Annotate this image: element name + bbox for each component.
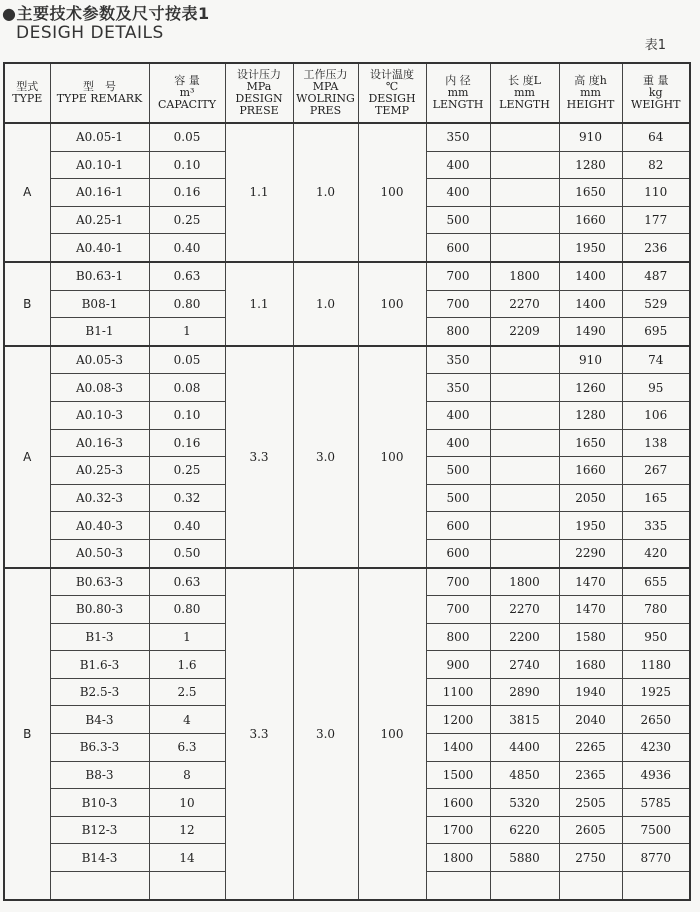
model-cell: A0.40-1 [50, 234, 149, 262]
model-cell: B1-1 [50, 318, 149, 346]
length-cell: 1800 [490, 568, 559, 596]
header-capacity-line: m³ [179, 86, 195, 99]
capacity-cell: 0.10 [149, 401, 225, 429]
header-design-temp [358, 63, 426, 123]
header-design-pressure-line: PRESE [239, 104, 279, 117]
capacity-cell: 4 [149, 706, 225, 734]
capacity-cell: 0.05 [149, 346, 225, 374]
capacity-cell: 0.16 [149, 179, 225, 207]
model-cell: A0.25-1 [50, 206, 149, 234]
weight-cell: 1925 [622, 678, 690, 706]
height-cell: 2290 [559, 539, 622, 567]
header-type-line: TYPE [12, 92, 43, 105]
header-working-pressure [293, 63, 358, 123]
weight-cell: 950 [622, 623, 690, 651]
length-cell [490, 429, 559, 457]
design-temp-cell: 100 [358, 346, 426, 568]
header-working-pressure-line: MPA [312, 80, 339, 93]
capacity-cell: 10 [149, 789, 225, 817]
height-cell [559, 872, 622, 900]
length-cell [490, 401, 559, 429]
weight-cell: 64 [622, 123, 690, 151]
inner-diameter-cell: 600 [426, 234, 490, 262]
inner-diameter-cell: 1400 [426, 734, 490, 762]
height-cell: 1280 [559, 401, 622, 429]
length-cell: 2740 [490, 651, 559, 679]
length-cell [490, 234, 559, 262]
inner-diameter-cell: 400 [426, 401, 490, 429]
inner-diameter-cell: 1800 [426, 844, 490, 872]
weight-cell: 4936 [622, 761, 690, 789]
header-capacity-line: 容 量 [174, 74, 200, 87]
model-cell: B08-1 [50, 290, 149, 318]
model-cell: A0.16-1 [50, 179, 149, 207]
model-cell: B14-3 [50, 844, 149, 872]
capacity-cell: 0.05 [149, 123, 225, 151]
weight-cell: 529 [622, 290, 690, 318]
height-cell: 1490 [559, 318, 622, 346]
inner-diameter-cell: 500 [426, 484, 490, 512]
header-design-temp-line: DESIGH [368, 92, 416, 105]
inner-diameter-cell: 600 [426, 539, 490, 567]
type-cell: B [4, 262, 50, 346]
length-cell [490, 151, 559, 179]
weight-cell: 106 [622, 401, 690, 429]
header-height-line: HEIGHT [566, 98, 615, 111]
length-cell [490, 484, 559, 512]
design-temp-cell: 100 [358, 568, 426, 900]
inner-diameter-cell: 700 [426, 568, 490, 596]
design-pressure-cell: 3.3 [225, 568, 293, 900]
header-height-line: mm [580, 86, 601, 99]
header-design-pressure-line: DESIGN [235, 92, 283, 105]
table-number-label: 表1 [644, 38, 666, 53]
weight-cell: 5785 [622, 789, 690, 817]
length-cell: 6220 [490, 816, 559, 844]
model-cell: B10-3 [50, 789, 149, 817]
length-cell: 5320 [490, 789, 559, 817]
capacity-cell: 0.63 [149, 262, 225, 290]
model-cell: B1-3 [50, 623, 149, 651]
table-row [4, 123, 690, 151]
weight-cell: 74 [622, 346, 690, 374]
header-design-pressure-line: MPa [246, 80, 272, 93]
model-cell: A0.25-3 [50, 457, 149, 485]
height-cell: 1660 [559, 457, 622, 485]
capacity-cell: 0.25 [149, 206, 225, 234]
height-cell: 910 [559, 123, 622, 151]
inner-diameter-cell: 1700 [426, 816, 490, 844]
model-cell: B12-3 [50, 816, 149, 844]
model-cell: A0.05-3 [50, 346, 149, 374]
height-cell: 1680 [559, 651, 622, 679]
weight-cell: 177 [622, 206, 690, 234]
header-design-temp-line: ℃ [385, 80, 399, 93]
weight-cell: 1180 [622, 651, 690, 679]
header-design-temp-line: 设计温度 [370, 68, 414, 81]
header-weight-line: 重 量 [643, 74, 669, 87]
header-weight-line: kg [648, 86, 663, 99]
height-cell: 1470 [559, 596, 622, 624]
capacity-cell: 0.80 [149, 596, 225, 624]
height-cell: 1400 [559, 290, 622, 318]
capacity-cell: 12 [149, 816, 225, 844]
height-cell: 2040 [559, 706, 622, 734]
model-cell: A0.40-3 [50, 512, 149, 540]
model-cell [50, 872, 149, 900]
spec-table [3, 62, 691, 901]
model-cell: A0.10-3 [50, 401, 149, 429]
capacity-cell: 0.10 [149, 151, 225, 179]
length-cell [490, 512, 559, 540]
length-cell: 3815 [490, 706, 559, 734]
header-weight-line: WEIGHT [631, 98, 681, 111]
weight-cell [622, 872, 690, 900]
model-cell: A0.16-3 [50, 429, 149, 457]
height-cell: 1660 [559, 206, 622, 234]
height-cell: 1470 [559, 568, 622, 596]
height-cell: 910 [559, 346, 622, 374]
height-cell: 1950 [559, 512, 622, 540]
weight-cell: 420 [622, 539, 690, 567]
height-cell: 2365 [559, 761, 622, 789]
weight-cell: 110 [622, 179, 690, 207]
header-capacity [149, 63, 225, 123]
inner-diameter-cell: 800 [426, 623, 490, 651]
model-cell: B2.5-3 [50, 678, 149, 706]
model-cell: A0.32-3 [50, 484, 149, 512]
type-cell: A [4, 346, 50, 568]
height-cell: 1400 [559, 262, 622, 290]
weight-cell: 335 [622, 512, 690, 540]
title-english: DESIGH DETAILS [16, 23, 164, 43]
header-height [559, 63, 622, 123]
header-length-line: mm [514, 86, 535, 99]
weight-cell: 82 [622, 151, 690, 179]
table-row [4, 346, 690, 374]
length-cell [490, 539, 559, 567]
inner-diameter-cell: 900 [426, 651, 490, 679]
weight-cell: 655 [622, 568, 690, 596]
height-cell: 1650 [559, 179, 622, 207]
height-cell: 1940 [559, 678, 622, 706]
length-cell [490, 457, 559, 485]
model-cell: A0.50-3 [50, 539, 149, 567]
capacity-cell: 1 [149, 623, 225, 651]
capacity-cell: 0.16 [149, 429, 225, 457]
table-row [4, 568, 690, 596]
header-length-line: LENGTH [499, 98, 550, 111]
capacity-cell: 0.32 [149, 484, 225, 512]
weight-cell: 2650 [622, 706, 690, 734]
type-cell: A [4, 123, 50, 262]
header-working-pressure-line: 工作压力 [303, 68, 348, 81]
inner-diameter-cell: 700 [426, 290, 490, 318]
model-cell: A0.10-1 [50, 151, 149, 179]
header-capacity-line: CAPACITY [157, 98, 217, 111]
inner-diameter-cell: 700 [426, 262, 490, 290]
length-cell: 4850 [490, 761, 559, 789]
weight-cell: 236 [622, 234, 690, 262]
inner-diameter-cell: 500 [426, 457, 490, 485]
model-cell: A0.05-1 [50, 123, 149, 151]
design-temp-cell: 100 [358, 262, 426, 346]
capacity-cell: 0.50 [149, 539, 225, 567]
length-cell [490, 206, 559, 234]
height-cell: 2605 [559, 816, 622, 844]
length-cell: 2270 [490, 596, 559, 624]
length-cell: 4400 [490, 734, 559, 762]
type-cell: B [4, 568, 50, 900]
inner-diameter-cell: 600 [426, 512, 490, 540]
inner-diameter-cell: 350 [426, 346, 490, 374]
length-cell [490, 346, 559, 374]
working-pressure-cell: 3.0 [293, 568, 358, 900]
capacity-cell: 1 [149, 318, 225, 346]
length-cell [490, 374, 559, 402]
header-working-pressure-line: WOLRING [296, 92, 355, 105]
height-cell: 2265 [559, 734, 622, 762]
inner-diameter-cell [426, 872, 490, 900]
inner-diameter-cell: 1200 [426, 706, 490, 734]
inner-diameter-cell: 400 [426, 429, 490, 457]
inner-diameter-cell: 1600 [426, 789, 490, 817]
table-row [4, 262, 690, 290]
height-cell: 1650 [559, 429, 622, 457]
header-design-temp-line: TEMP [374, 104, 410, 117]
design-pressure-cell: 1.1 [225, 262, 293, 346]
inner-diameter-cell: 400 [426, 151, 490, 179]
capacity-cell: 0.08 [149, 374, 225, 402]
model-cell: B8-3 [50, 761, 149, 789]
length-cell [490, 179, 559, 207]
document-title-block [2, 4, 210, 43]
header-length-line: 长 度L [508, 74, 541, 87]
inner-diameter-cell: 1100 [426, 678, 490, 706]
header-inner-diameter-line: mm [447, 86, 469, 99]
model-cell: B1.6-3 [50, 651, 149, 679]
capacity-cell: 0.63 [149, 568, 225, 596]
header-inner-diameter-line: LENGTH [432, 98, 484, 111]
header-design-pressure-line: 设计压力 [237, 68, 281, 81]
weight-cell: 780 [622, 596, 690, 624]
length-cell [490, 872, 559, 900]
length-cell: 2270 [490, 290, 559, 318]
working-pressure-cell: 3.0 [293, 346, 358, 568]
height-cell: 1260 [559, 374, 622, 402]
capacity-cell: 8 [149, 761, 225, 789]
capacity-cell: 0.40 [149, 512, 225, 540]
inner-diameter-cell: 350 [426, 374, 490, 402]
inner-diameter-cell: 500 [426, 206, 490, 234]
inner-diameter-cell: 400 [426, 179, 490, 207]
weight-cell: 267 [622, 457, 690, 485]
design-temp-cell: 100 [358, 123, 426, 262]
length-cell: 2209 [490, 318, 559, 346]
weight-cell: 138 [622, 429, 690, 457]
height-cell: 1280 [559, 151, 622, 179]
header-length [490, 63, 559, 123]
capacity-cell: 0.40 [149, 234, 225, 262]
working-pressure-cell: 1.0 [293, 123, 358, 262]
inner-diameter-cell: 800 [426, 318, 490, 346]
header-type [4, 63, 50, 123]
weight-cell: 487 [622, 262, 690, 290]
title-chinese: ●主要技术参数及尺寸按表1 [2, 4, 210, 23]
weight-cell: 95 [622, 374, 690, 402]
header-working-pressure-line: PRES [309, 104, 342, 117]
height-cell: 1950 [559, 234, 622, 262]
model-cell: B6.3-3 [50, 734, 149, 762]
header-model [50, 63, 149, 123]
model-cell: A0.08-3 [50, 374, 149, 402]
header-model-line: 型 号 [83, 80, 116, 93]
capacity-cell [149, 872, 225, 900]
inner-diameter-cell: 350 [426, 123, 490, 151]
height-cell: 2750 [559, 844, 622, 872]
header-type-line: 型式 [16, 80, 39, 93]
height-cell: 2050 [559, 484, 622, 512]
capacity-cell: 0.80 [149, 290, 225, 318]
design-pressure-cell: 3.3 [225, 346, 293, 568]
weight-cell: 8770 [622, 844, 690, 872]
height-cell: 1580 [559, 623, 622, 651]
capacity-cell: 14 [149, 844, 225, 872]
capacity-cell: 0.25 [149, 457, 225, 485]
model-cell: B0.63-3 [50, 568, 149, 596]
height-cell: 2505 [559, 789, 622, 817]
capacity-cell: 2.5 [149, 678, 225, 706]
length-cell [490, 123, 559, 151]
weight-cell: 4230 [622, 734, 690, 762]
length-cell: 5880 [490, 844, 559, 872]
length-cell: 1800 [490, 262, 559, 290]
inner-diameter-cell: 700 [426, 596, 490, 624]
model-cell: B0.63-1 [50, 262, 149, 290]
weight-cell: 165 [622, 484, 690, 512]
model-cell: B4-3 [50, 706, 149, 734]
header-inner-diameter-line: 内 径 [445, 74, 471, 87]
capacity-cell: 1.6 [149, 651, 225, 679]
inner-diameter-cell: 1500 [426, 761, 490, 789]
model-cell: B0.80-3 [50, 596, 149, 624]
header-inner-diameter [426, 63, 490, 123]
design-pressure-cell: 1.1 [225, 123, 293, 262]
header-design-pressure [225, 63, 293, 123]
table-header-row [4, 63, 690, 123]
header-height-line: 高 度h [574, 74, 607, 87]
length-cell: 2890 [490, 678, 559, 706]
header-model-line: TYPE REMARK [56, 92, 143, 105]
weight-cell: 7500 [622, 816, 690, 844]
capacity-cell: 6.3 [149, 734, 225, 762]
length-cell: 2200 [490, 623, 559, 651]
weight-cell: 695 [622, 318, 690, 346]
table-body [4, 123, 690, 900]
header-weight [622, 63, 690, 123]
working-pressure-cell: 1.0 [293, 262, 358, 346]
